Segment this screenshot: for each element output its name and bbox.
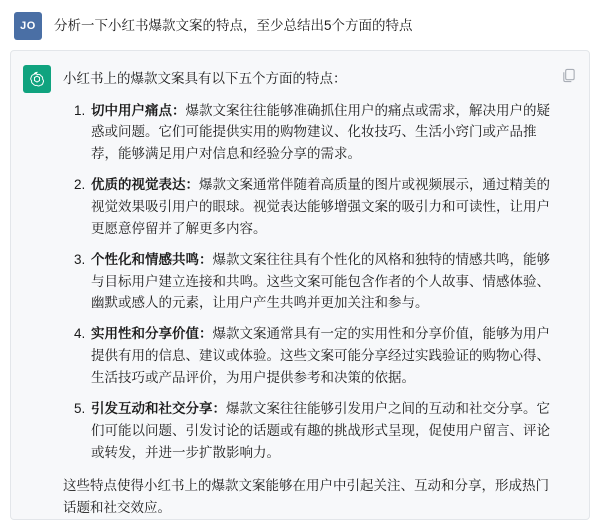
user-message-text: 分析一下小红书爆款文案的特点，至少总结出5个方面的特点 [54,18,413,33]
point-text: 爆款文案通常伴随着高质量的图片或视频展示，通过精美的视觉效果吸引用户的眼球。视觉表达能够增强文案的吸引力和可读性，让用户更愿意停留并了解更多内容。 [91,177,550,236]
user-avatar-initials: JO [20,20,36,32]
openai-logo-icon [23,65,51,93]
point-text: 爆款文案往往能够准确抓住用户的痛点或需求，解决用户的疑惑或问题。它们可能提供实用的购物建议、化妆技巧、生活小窍门或产品推荐，能够满足用户对信息和经验分享的需求。 [91,102,550,162]
user-message-turn [0,0,600,50]
assistant-outro-text: 这些特点使得小红书上的爆款文案能够在用户中引起关注、互动和分享，形成热门话题和社交效应。 [63,478,549,516]
list-item [89,398,553,464]
assistant-message-turn [10,50,590,520]
point-title: 切中用户痛点： [91,102,186,118]
point-text: 爆款文案往往能够引发用户之间的互动和社交分享。它们可能以问题、引发讨论的话题或有趣的挑战形式呈现，促使用户留言、评论或转发，并进一步扩散影响力。 [91,400,550,460]
list-item [89,174,553,240]
assistant-message-body [63,65,553,519]
point-text: 爆款文案往往具有个性化的风格和独特的情感共鸣，能够与目标用户建立连接和共鸣。这些文案可能包含作者的个人故事、情感体验、幽默或感人的元素，让用户产生共鸣并更加关注和参与。 [91,251,550,311]
feature-points-list [63,100,553,464]
user-avatar [14,12,42,40]
list-item [89,100,553,166]
list-item [89,249,553,315]
list-item [89,323,553,389]
copy-icon[interactable] [561,67,577,85]
assistant-intro-text: 小红书上的爆款文案具有以下五个方面的特点： [63,71,347,86]
point-text: 爆款文案通常具有一定的实用性和分享价值，能够为用户提供有用的信息、建议或体验。这些文案可能分享经过实践验证的购物心得、生活技巧或产品评价，为用户提供参考和决策的依据。 [91,326,550,386]
point-title: 优质的视觉表达： [91,177,199,193]
point-title: 实用性和分享价值： [91,326,213,342]
point-title: 引发互动和社交分享： [91,400,226,416]
point-title: 个性化和情感共鸣： [91,251,213,267]
